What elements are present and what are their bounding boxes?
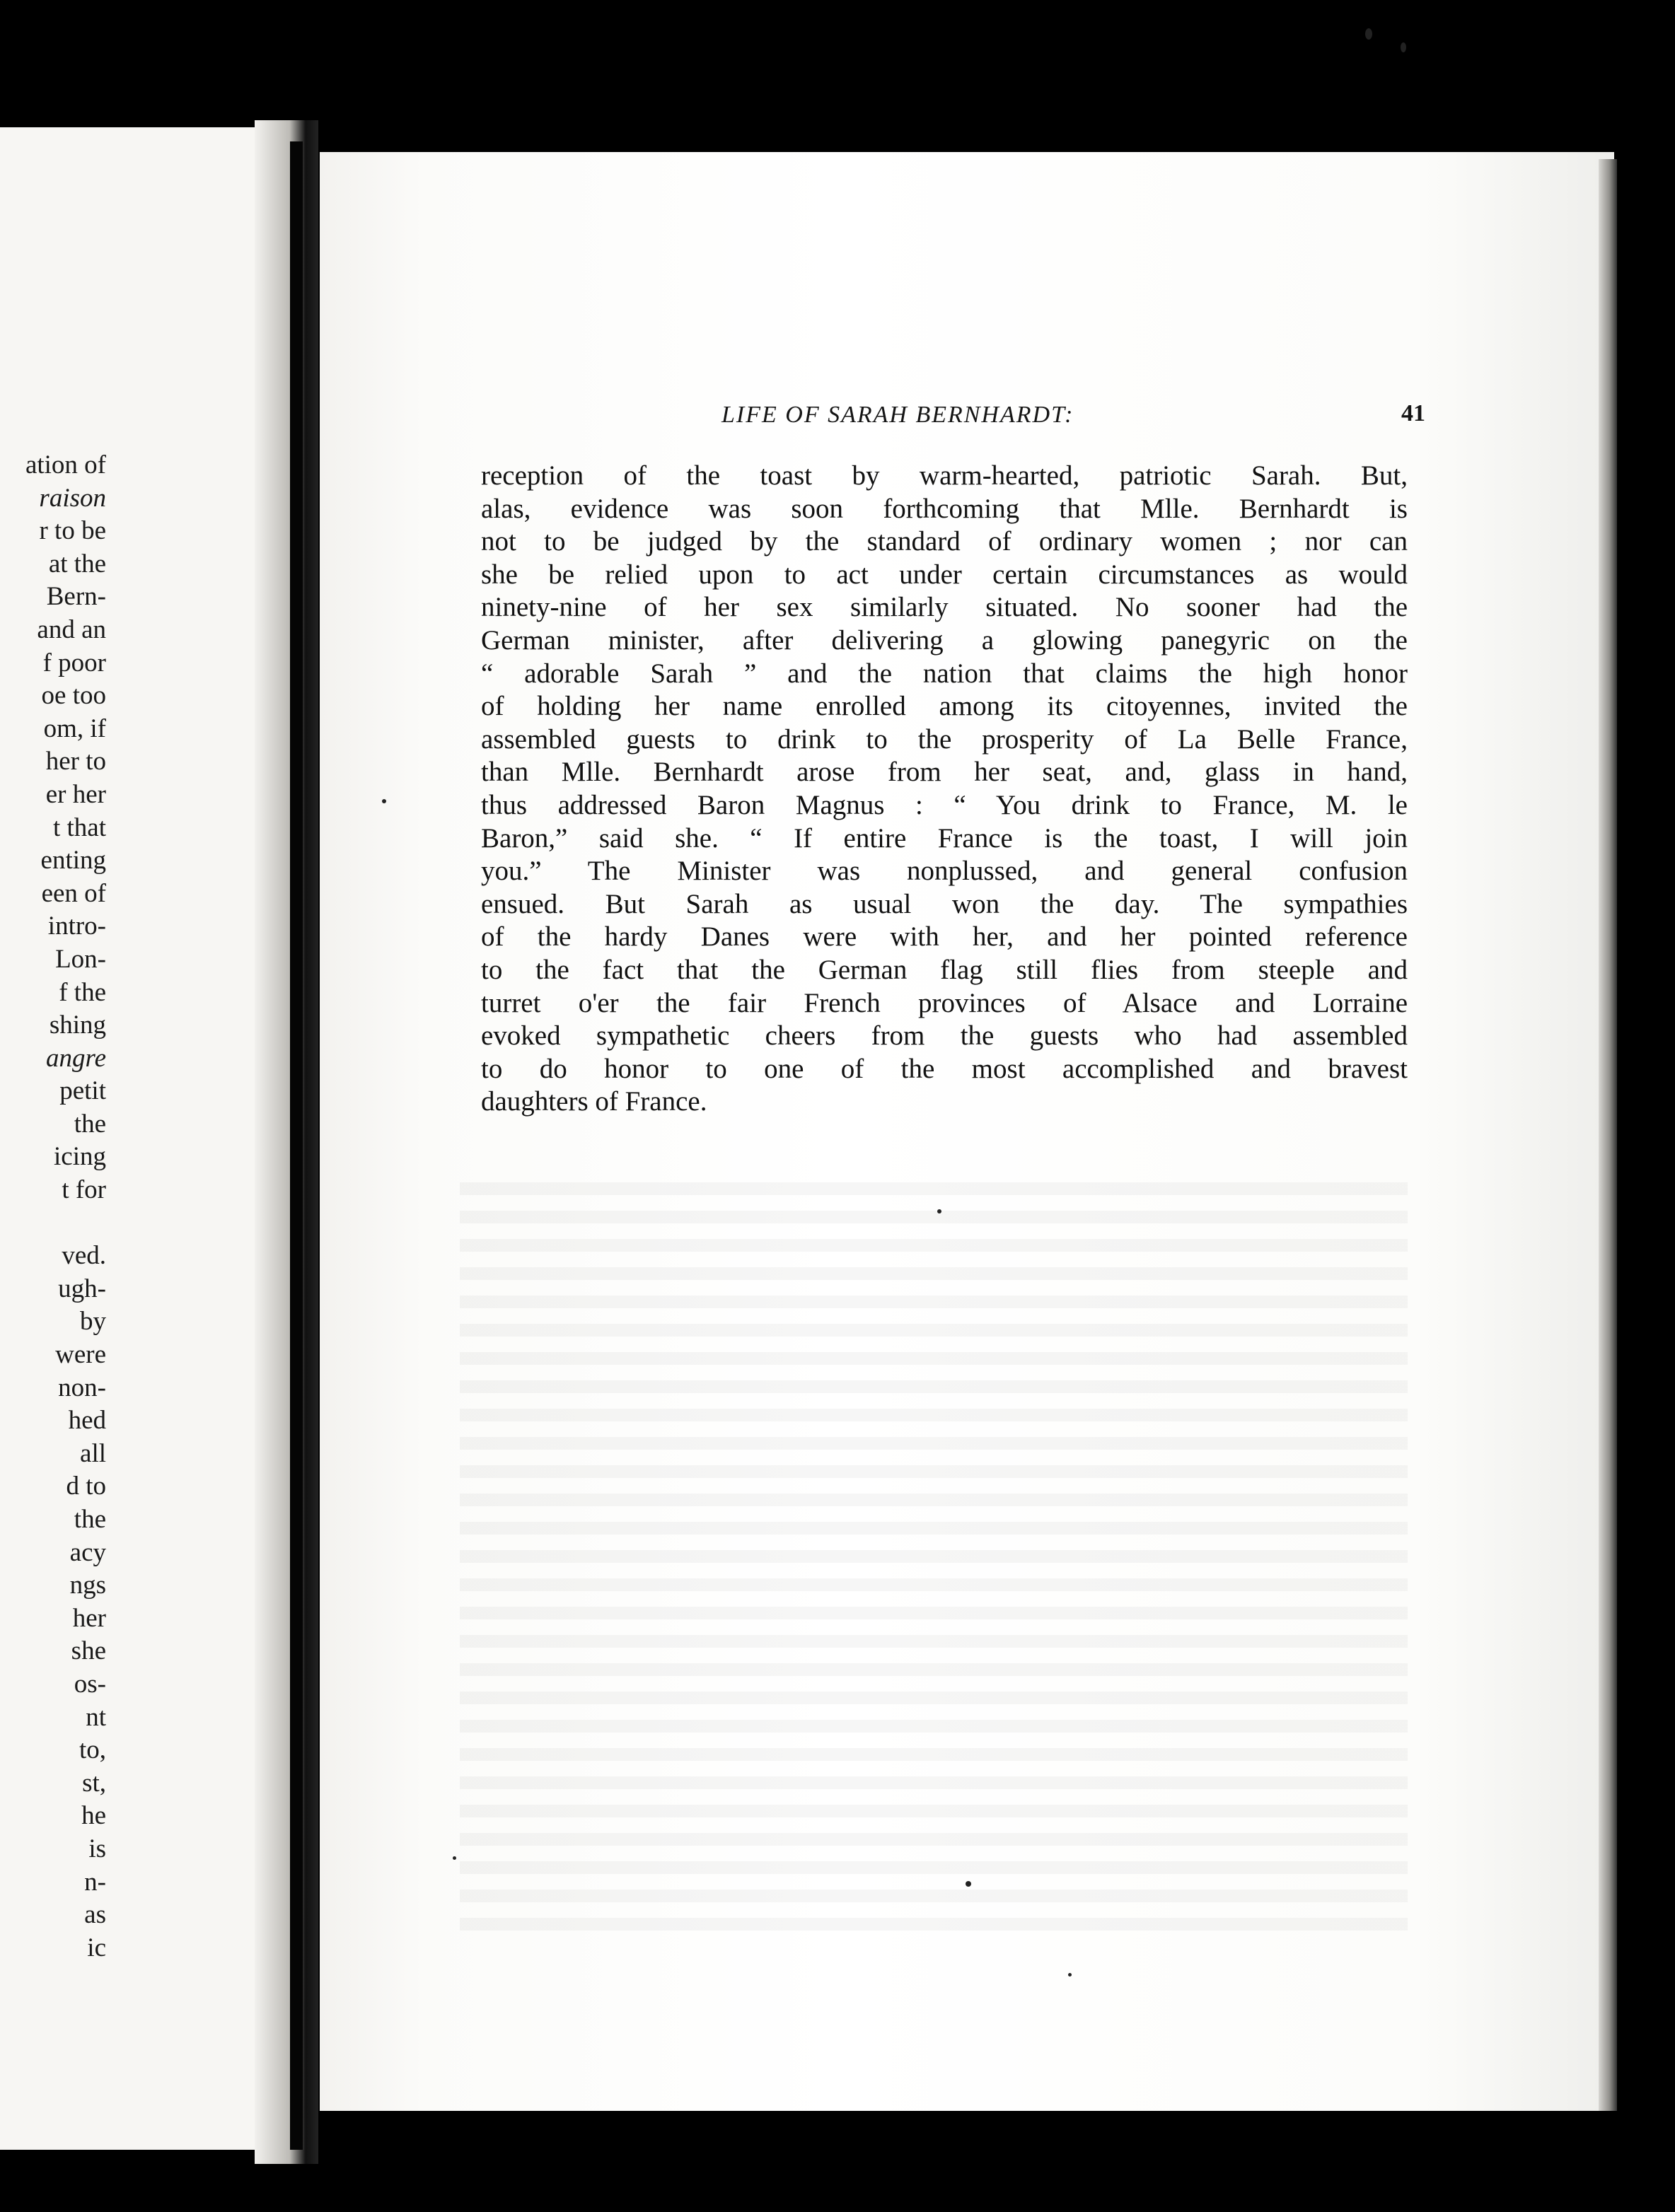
dust-speck bbox=[453, 1856, 456, 1860]
left-page-line: os- bbox=[74, 1669, 106, 1699]
left-page-line: all bbox=[80, 1438, 106, 1468]
left-page-line: ved. bbox=[62, 1241, 106, 1271]
left-page-line: she bbox=[71, 1636, 106, 1666]
left-page-line: ngs bbox=[69, 1571, 106, 1600]
dust-speck bbox=[382, 799, 386, 803]
left-page-line: as bbox=[84, 1900, 106, 1930]
dust-speck bbox=[1365, 28, 1372, 40]
bleed-through-text bbox=[460, 1167, 1408, 1945]
left-page-line: er her bbox=[45, 779, 106, 809]
body-line: reception of the toast by warm-hearted, patriotic Sarah. But, bbox=[481, 460, 1408, 491]
left-page-line: by bbox=[80, 1307, 106, 1337]
body-line: turret o'er the fair French provinces of Alsace and Lorraine bbox=[481, 987, 1408, 1018]
dust-speck bbox=[937, 1209, 941, 1213]
left-page-line: ation of bbox=[25, 450, 106, 479]
body-line: not to be judged by the standard of ordinary women ; nor can bbox=[481, 526, 1408, 557]
left-page-line: om, if bbox=[43, 714, 106, 743]
body-paragraph bbox=[481, 460, 1408, 1119]
left-page-line: were bbox=[55, 1340, 106, 1370]
left-page-line: f the bbox=[59, 977, 106, 1007]
left-page-line: Bern- bbox=[46, 582, 106, 612]
body-line: evoked sympathetic cheers from the guests who had assembled bbox=[481, 1020, 1408, 1052]
left-page-line: at the bbox=[48, 549, 106, 578]
body-line: to do honor to one of the most accomplished and bravest bbox=[481, 1053, 1408, 1084]
left-page-line: and an bbox=[37, 615, 106, 644]
left-page-line: oe too bbox=[41, 681, 106, 711]
left-page-line: petit bbox=[59, 1076, 106, 1106]
left-page-line: angre bbox=[46, 1043, 106, 1073]
left-page-line: he bbox=[81, 1801, 106, 1831]
left-page-line: ugh- bbox=[58, 1274, 106, 1303]
left-page-line: n- bbox=[84, 1867, 106, 1897]
body-line: of holding her name enrolled among its citoyennes, invited the bbox=[481, 691, 1408, 722]
binding-gutter bbox=[255, 120, 318, 2164]
left-page-line: f poor bbox=[42, 648, 106, 677]
left-page-line: r to be bbox=[39, 516, 106, 546]
body-line: daughters of France. bbox=[481, 1086, 707, 1117]
running-head: LIFE OF SARAH BERNHARDT: bbox=[721, 402, 1074, 428]
left-page-line: hed bbox=[68, 1406, 106, 1436]
body-line: ninety-nine of her sex similarly situated. No sooner had the bbox=[481, 592, 1408, 623]
page-edge-shadow bbox=[1599, 159, 1617, 2111]
dust-speck bbox=[1401, 42, 1406, 52]
left-page-line: enting bbox=[40, 846, 106, 875]
left-page-line: non- bbox=[58, 1373, 106, 1402]
left-page-line: nt bbox=[86, 1702, 106, 1732]
body-line: German minister, after delivering a glowing panegyric on the bbox=[481, 624, 1408, 656]
page-number: 41 bbox=[1401, 400, 1425, 426]
body-line: thus addressed Baron Magnus : “ You drink to France, M. le bbox=[481, 789, 1408, 820]
left-page-line: een of bbox=[41, 878, 106, 908]
dust-speck bbox=[1068, 1973, 1072, 1977]
body-line: alas, evidence was soon forthcoming that Mlle. Bernhardt is bbox=[481, 493, 1408, 524]
left-page-line: t that bbox=[52, 813, 106, 842]
left-page-text-fragments bbox=[0, 449, 106, 1964]
left-page-line: shing bbox=[49, 1011, 106, 1040]
left-page-line: her to bbox=[45, 747, 106, 776]
left-page-line: the bbox=[74, 1505, 106, 1534]
body-line: she be relied upon to act under certain circumstances as would bbox=[481, 559, 1408, 590]
left-page-line: the bbox=[74, 1109, 106, 1139]
body-line: you.” The Minister was nonplussed, and general confusion bbox=[481, 856, 1408, 887]
body-line: assembled guests to drink to the prosperity of La Belle France, bbox=[481, 723, 1408, 755]
left-page-line: Lon- bbox=[55, 944, 106, 974]
dust-speck bbox=[966, 1881, 971, 1887]
left-page-line: intro- bbox=[47, 912, 106, 941]
left-page-line: t for bbox=[62, 1175, 106, 1205]
left-page-line: icing bbox=[54, 1142, 106, 1172]
body-line: ensued. But Sarah as usual won the day. The sympathies bbox=[481, 888, 1408, 919]
left-page-line: acy bbox=[69, 1537, 106, 1567]
left-page-line: raison bbox=[39, 483, 106, 513]
gutter-shadow bbox=[290, 141, 303, 2150]
body-line: than Mlle. Bernhardt arose from her seat, and, glass in hand, bbox=[481, 757, 1408, 788]
left-page-line: her bbox=[72, 1603, 106, 1633]
left-page-line: is bbox=[88, 1834, 106, 1863]
left-page-line: st, bbox=[82, 1768, 106, 1798]
left-page-line: ic bbox=[87, 1933, 106, 1962]
body-line: Baron,” said she. “ If entire France is the toast, I will join bbox=[481, 822, 1408, 854]
left-page-line bbox=[0, 1207, 106, 1240]
body-line: of the hardy Danes were with her, and her pointed reference bbox=[481, 921, 1408, 953]
left-page-line: d to bbox=[66, 1472, 106, 1501]
body-line: “ adorable Sarah ” and the nation that claims the high honor bbox=[481, 658, 1408, 689]
left-page-line: to, bbox=[79, 1735, 106, 1765]
body-line: to the fact that the German flag still flies from steeple and bbox=[481, 954, 1408, 985]
